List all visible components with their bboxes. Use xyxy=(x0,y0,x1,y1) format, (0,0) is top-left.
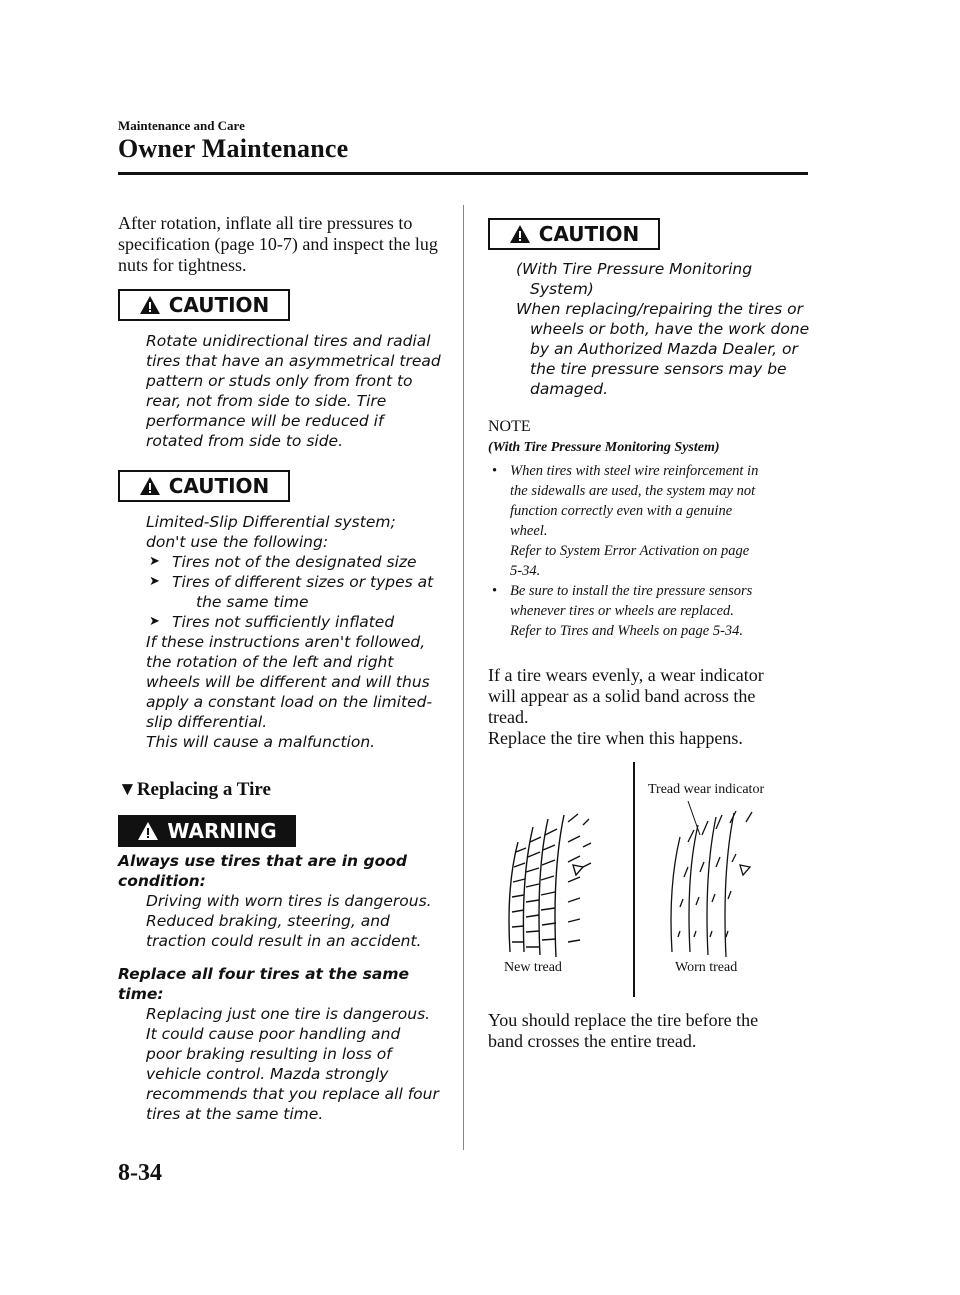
replacing-tire-heading xyxy=(118,779,271,801)
text-line: performance will be reduced if xyxy=(146,412,384,430)
note-heading: NOTE xyxy=(488,418,531,435)
note-subheading: (With Tire Pressure Monitoring System) xyxy=(488,440,720,455)
text-line: Always use tires that are in good xyxy=(118,852,407,870)
page-title: Owner Maintenance xyxy=(118,134,349,163)
intro-paragraph: After rotation, inflate all tire pressures to specification (page 10-7) and inspect the lug nuts for tightness. xyxy=(118,213,438,275)
triangle-down-icon: ▼ xyxy=(118,779,137,800)
wear-paragraph xyxy=(488,665,818,749)
indicator-label: Tread wear indicator xyxy=(648,782,765,797)
list-item xyxy=(490,461,810,581)
text-line: (With Tire Pressure Monitoring xyxy=(516,260,753,278)
new-tread-drawing xyxy=(509,814,591,957)
caution-2-text xyxy=(146,512,451,752)
list-item xyxy=(146,612,451,632)
column-divider xyxy=(463,205,464,1150)
list-item xyxy=(490,581,810,641)
text-line: whenever tires or wheels are replaced. xyxy=(510,603,734,619)
text-line: don't use the following: xyxy=(146,533,329,551)
caution-label: CAUTION xyxy=(538,222,640,246)
text-line: Reduced braking, steering, and xyxy=(146,912,390,930)
text-line: 5-34. xyxy=(510,563,541,579)
text-line: the sidewalls are used, the system may not xyxy=(510,483,756,499)
caution-label: CAUTION xyxy=(168,474,270,498)
new-tread-label: New tread xyxy=(504,960,562,975)
text-line: It could cause poor handling and xyxy=(146,1025,401,1043)
text-line: Refer to System Error Activation on page xyxy=(510,543,750,559)
text-line: band crosses the entire tread. xyxy=(488,1031,697,1051)
closing-paragraph xyxy=(488,1010,818,1052)
warning-label: WARNING xyxy=(167,819,277,843)
text-line: by an Authorized Mazda Dealer, or xyxy=(530,340,798,358)
warning-triangle-icon xyxy=(137,821,159,841)
text-line: Tires not of the designated size xyxy=(172,553,417,571)
page-number: 8-34 xyxy=(118,1160,162,1186)
text-line: tires that have an asymmetrical tread xyxy=(146,352,441,370)
text-line: the same time xyxy=(196,593,309,611)
bullet-dot-icon: • xyxy=(492,463,498,479)
text-line: the rotation of the left and right xyxy=(146,653,394,671)
list-item xyxy=(146,552,451,572)
tread-wear-figure xyxy=(488,757,808,1002)
warning-triangle-icon xyxy=(509,224,531,244)
text-line: Replace the tire when this happens. xyxy=(488,728,743,748)
caution-1-text xyxy=(146,331,451,451)
section-label: Maintenance and Care xyxy=(118,118,245,133)
warning-triangle-icon xyxy=(139,476,161,496)
text-line: Rotate unidirectional tires and radial xyxy=(146,332,431,350)
text-line: wheels or both, have the work done xyxy=(530,320,810,338)
note-list xyxy=(490,461,810,641)
text-line: tires at the same time. xyxy=(146,1105,324,1123)
text-line: pattern or studs only from front to xyxy=(146,372,413,390)
text-line: damaged. xyxy=(530,380,609,398)
warning-triangle-icon xyxy=(139,295,161,315)
text-line: This will cause a malfunction. xyxy=(146,733,376,751)
arrow-bullet-icon: ➤ xyxy=(149,574,160,589)
text-line: Tires of different sizes or types at xyxy=(172,573,434,591)
caution-badge-2 xyxy=(118,470,290,502)
caution-badge-3 xyxy=(488,218,660,250)
text-line: slip differential. xyxy=(146,713,268,731)
text-line: Driving with worn tires is dangerous. xyxy=(146,892,432,910)
heading-text: Replacing a Tire xyxy=(136,779,271,800)
text-line: If a tire wears evenly, a wear indicator xyxy=(488,665,764,685)
text-line: Tires not sufficiently inflated xyxy=(172,613,395,631)
text-line: tread. xyxy=(488,707,529,727)
text-line: wheel. xyxy=(510,523,548,539)
caution-3-text xyxy=(516,259,816,399)
text-line: wheels will be different and will thus xyxy=(146,673,430,691)
text-line: When tires with steel wire reinforcement in xyxy=(510,463,759,479)
text-line: Limited-Slip Differential system; xyxy=(146,513,396,531)
text-line: When replacing/repairing the tires or xyxy=(516,300,804,318)
caution-badge-1 xyxy=(118,289,290,321)
arrow-bullet-icon: ➤ xyxy=(149,554,160,569)
text-line: recommends that you replace all four xyxy=(146,1085,439,1103)
text-line: You should replace the tire before the xyxy=(488,1010,759,1030)
worn-tread-drawing xyxy=(671,801,752,957)
list-item xyxy=(146,572,451,612)
text-line: vehicle control. Mazda strongly xyxy=(146,1065,389,1083)
text-line: the tire pressure sensors may be xyxy=(530,360,787,378)
arrow-bullet-icon: ➤ xyxy=(149,614,160,629)
text-line: Replacing just one tire is dangerous. xyxy=(146,1005,431,1023)
text-line: will appear as a solid band across the xyxy=(488,686,756,706)
text-line: apply a constant load on the limited- xyxy=(146,693,433,711)
bullet-dot-icon: • xyxy=(492,583,498,599)
text-line: If these instructions aren't followed, xyxy=(146,633,426,651)
text-line: Replace all four tires at the same time: xyxy=(118,965,410,1003)
text-line: rotated from side to side. xyxy=(146,432,344,450)
text-line: traction could result in an accident. xyxy=(146,932,422,950)
title-rule xyxy=(118,172,808,175)
text-line: System) xyxy=(530,280,594,298)
warning-text xyxy=(118,851,458,1124)
worn-tread-label: Worn tread xyxy=(675,960,738,975)
text-line: condition: xyxy=(118,872,206,890)
text-line: poor braking resulting in loss of xyxy=(146,1045,392,1063)
text-line: Be sure to install the tire pressure sensors xyxy=(510,583,753,599)
caution-label: CAUTION xyxy=(168,293,270,317)
text-line: rear, not from side to side. Tire xyxy=(146,392,387,410)
text-line: function correctly even with a genuine xyxy=(510,503,733,519)
warning-badge xyxy=(118,815,296,847)
text-line: Refer to Tires and Wheels on page 5-34. xyxy=(510,623,744,639)
